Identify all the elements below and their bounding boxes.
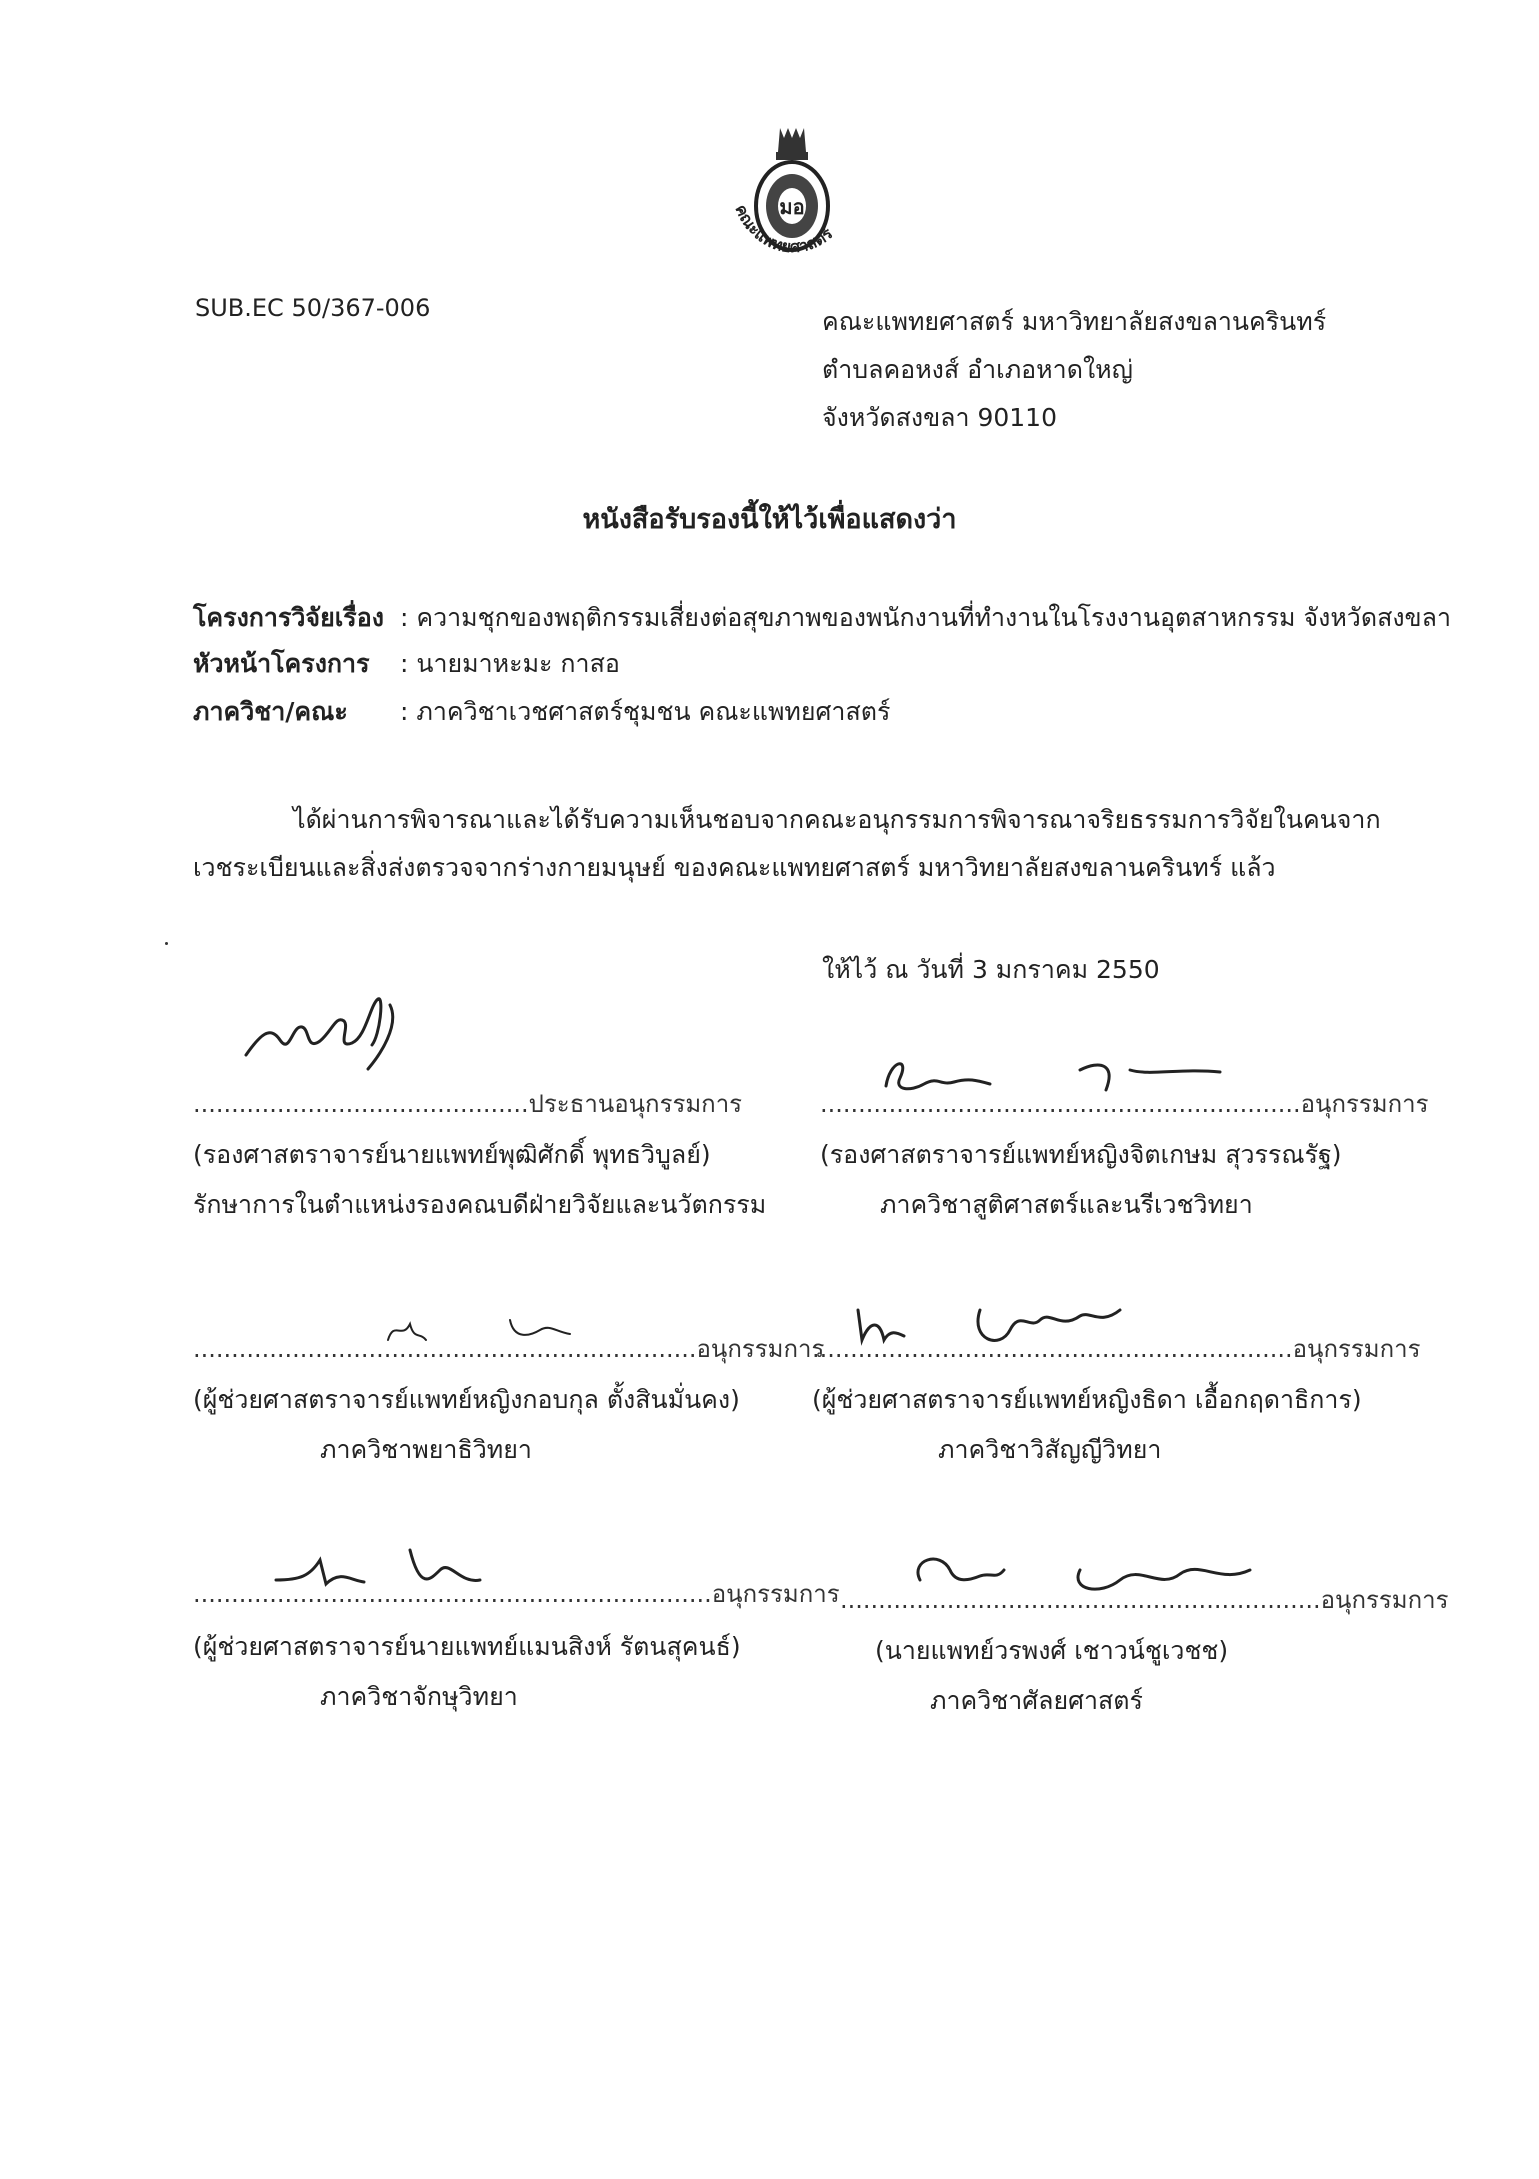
signatory-position-3: ภาควิชาพยาธิวิทยา	[320, 1435, 532, 1464]
signatory-position-6: ภาควิชาศัลยศาสตร์	[930, 1686, 1143, 1715]
leader-value: : นายมาหะมะ กาสอ	[400, 649, 620, 678]
project-label: โครงการวิจัยเรื่อง	[193, 603, 384, 632]
leader-label: หัวหน้าโครงการ	[193, 649, 370, 678]
seal-arc-text: คณะแพทยศาสตร์	[731, 201, 837, 257]
issue-date: ให้ไว้ ณ วันที่ 3 มกราคม 2550	[822, 955, 1160, 984]
signatory-position-4: ภาควิชาวิสัญญีวิทยา	[938, 1435, 1162, 1464]
signature-line-member-2: ...............................................................อนุกรรมการ	[820, 1090, 1429, 1118]
reference-number: SUB.EC 50/367-006	[195, 294, 431, 322]
signature-line-member-6: ...............................................................อนุกรรมการ	[840, 1586, 1449, 1614]
document-title: หนังสือรับรองนี้ให้ไว้เพื่อแสดงว่า	[582, 504, 957, 535]
address-line-3: จังหวัดสงขลา 90110	[822, 403, 1057, 432]
signatory-name-1: (รองศาสตราจารย์นายแพทย์พุฒิศักดิ์ พุทธวิบูลย์)	[193, 1140, 711, 1169]
signatory-name-3: (ผู้ช่วยศาสตราจารย์แพทย์หญิงกอบกุล ตั้งสินมั่นคง)	[193, 1385, 740, 1414]
signatory-name-5: (ผู้ช่วยศาสตราจารย์นายแพทย์แมนสิงห์ รัตนสุคนธ์)	[193, 1632, 741, 1661]
signature-line-chair: ............................................ประธานอนุกรรมการ	[193, 1090, 743, 1118]
faculty-seal	[718, 124, 866, 280]
signatory-position-2: ภาควิชาสูติศาสตร์และนรีเวชวิทยา	[880, 1190, 1253, 1219]
body-paragraph-line-1: ได้ผ่านการพิจารณาและได้รับความเห็นชอบจากคณะอนุกรรมการพิจารณาจริยธรรมการวิจัยในคนจาก	[293, 805, 1381, 834]
signatory-position-1: รักษาการในตำแหน่งรองคณบดีฝ่ายวิจัยและนวัตกรรม	[193, 1190, 767, 1219]
signatory-name-4: (ผู้ช่วยศาสตราจารย์แพทย์หญิงธิดา เอื้อกฤดาธิการ)	[812, 1385, 1362, 1414]
signature-1	[240, 985, 440, 1079]
address-line-2: ตำบลคอหงส์ อำเภอหาดใหญ่	[822, 355, 1133, 384]
signature-line-member-3: ..................................................................อนุกรรมการ	[193, 1335, 825, 1363]
svg-text:มอ: มอ	[779, 195, 805, 219]
signatory-name-2: (รองศาสตราจารย์แพทย์หญิงจิตเกษม สุวรรณรัฐ)	[820, 1140, 1342, 1169]
department-value: : ภาควิชาเวชศาสตร์ชุมชน คณะแพทยศาสตร์	[400, 697, 891, 726]
project-value: : ความชุกของพฤติกรรมเสี่ยงต่อสุขภาพของพนักงานที่ทำงานในโรงงานอุตสาหกรรม จังหวัดสงขลา	[400, 603, 1451, 632]
department-label: ภาควิชา/คณะ	[193, 697, 348, 726]
signatory-name-6: (นายแพทย์วรพงศ์ เชาวน์ชูเวชช)	[875, 1636, 1229, 1665]
address-line-1: คณะแพทยศาสตร์ มหาวิทยาลัยสงขลานครินทร์	[822, 307, 1327, 336]
signature-line-member-4: ...............................................................อนุกรรมการ	[812, 1335, 1421, 1363]
stray-mark	[165, 942, 168, 945]
signatory-position-5: ภาควิชาจักษุวิทยา	[320, 1682, 518, 1711]
signature-line-member-5: ....................................................................อนุกรรมการ	[193, 1580, 840, 1608]
body-paragraph-line-2: เวชระเบียนและสิ่งส่งตรวจจากร่างกายมนุษย์ ของคณะแพทยศาสตร์ มหาวิทยาลัยสงขลานครินทร์ แล้ว	[193, 853, 1276, 882]
